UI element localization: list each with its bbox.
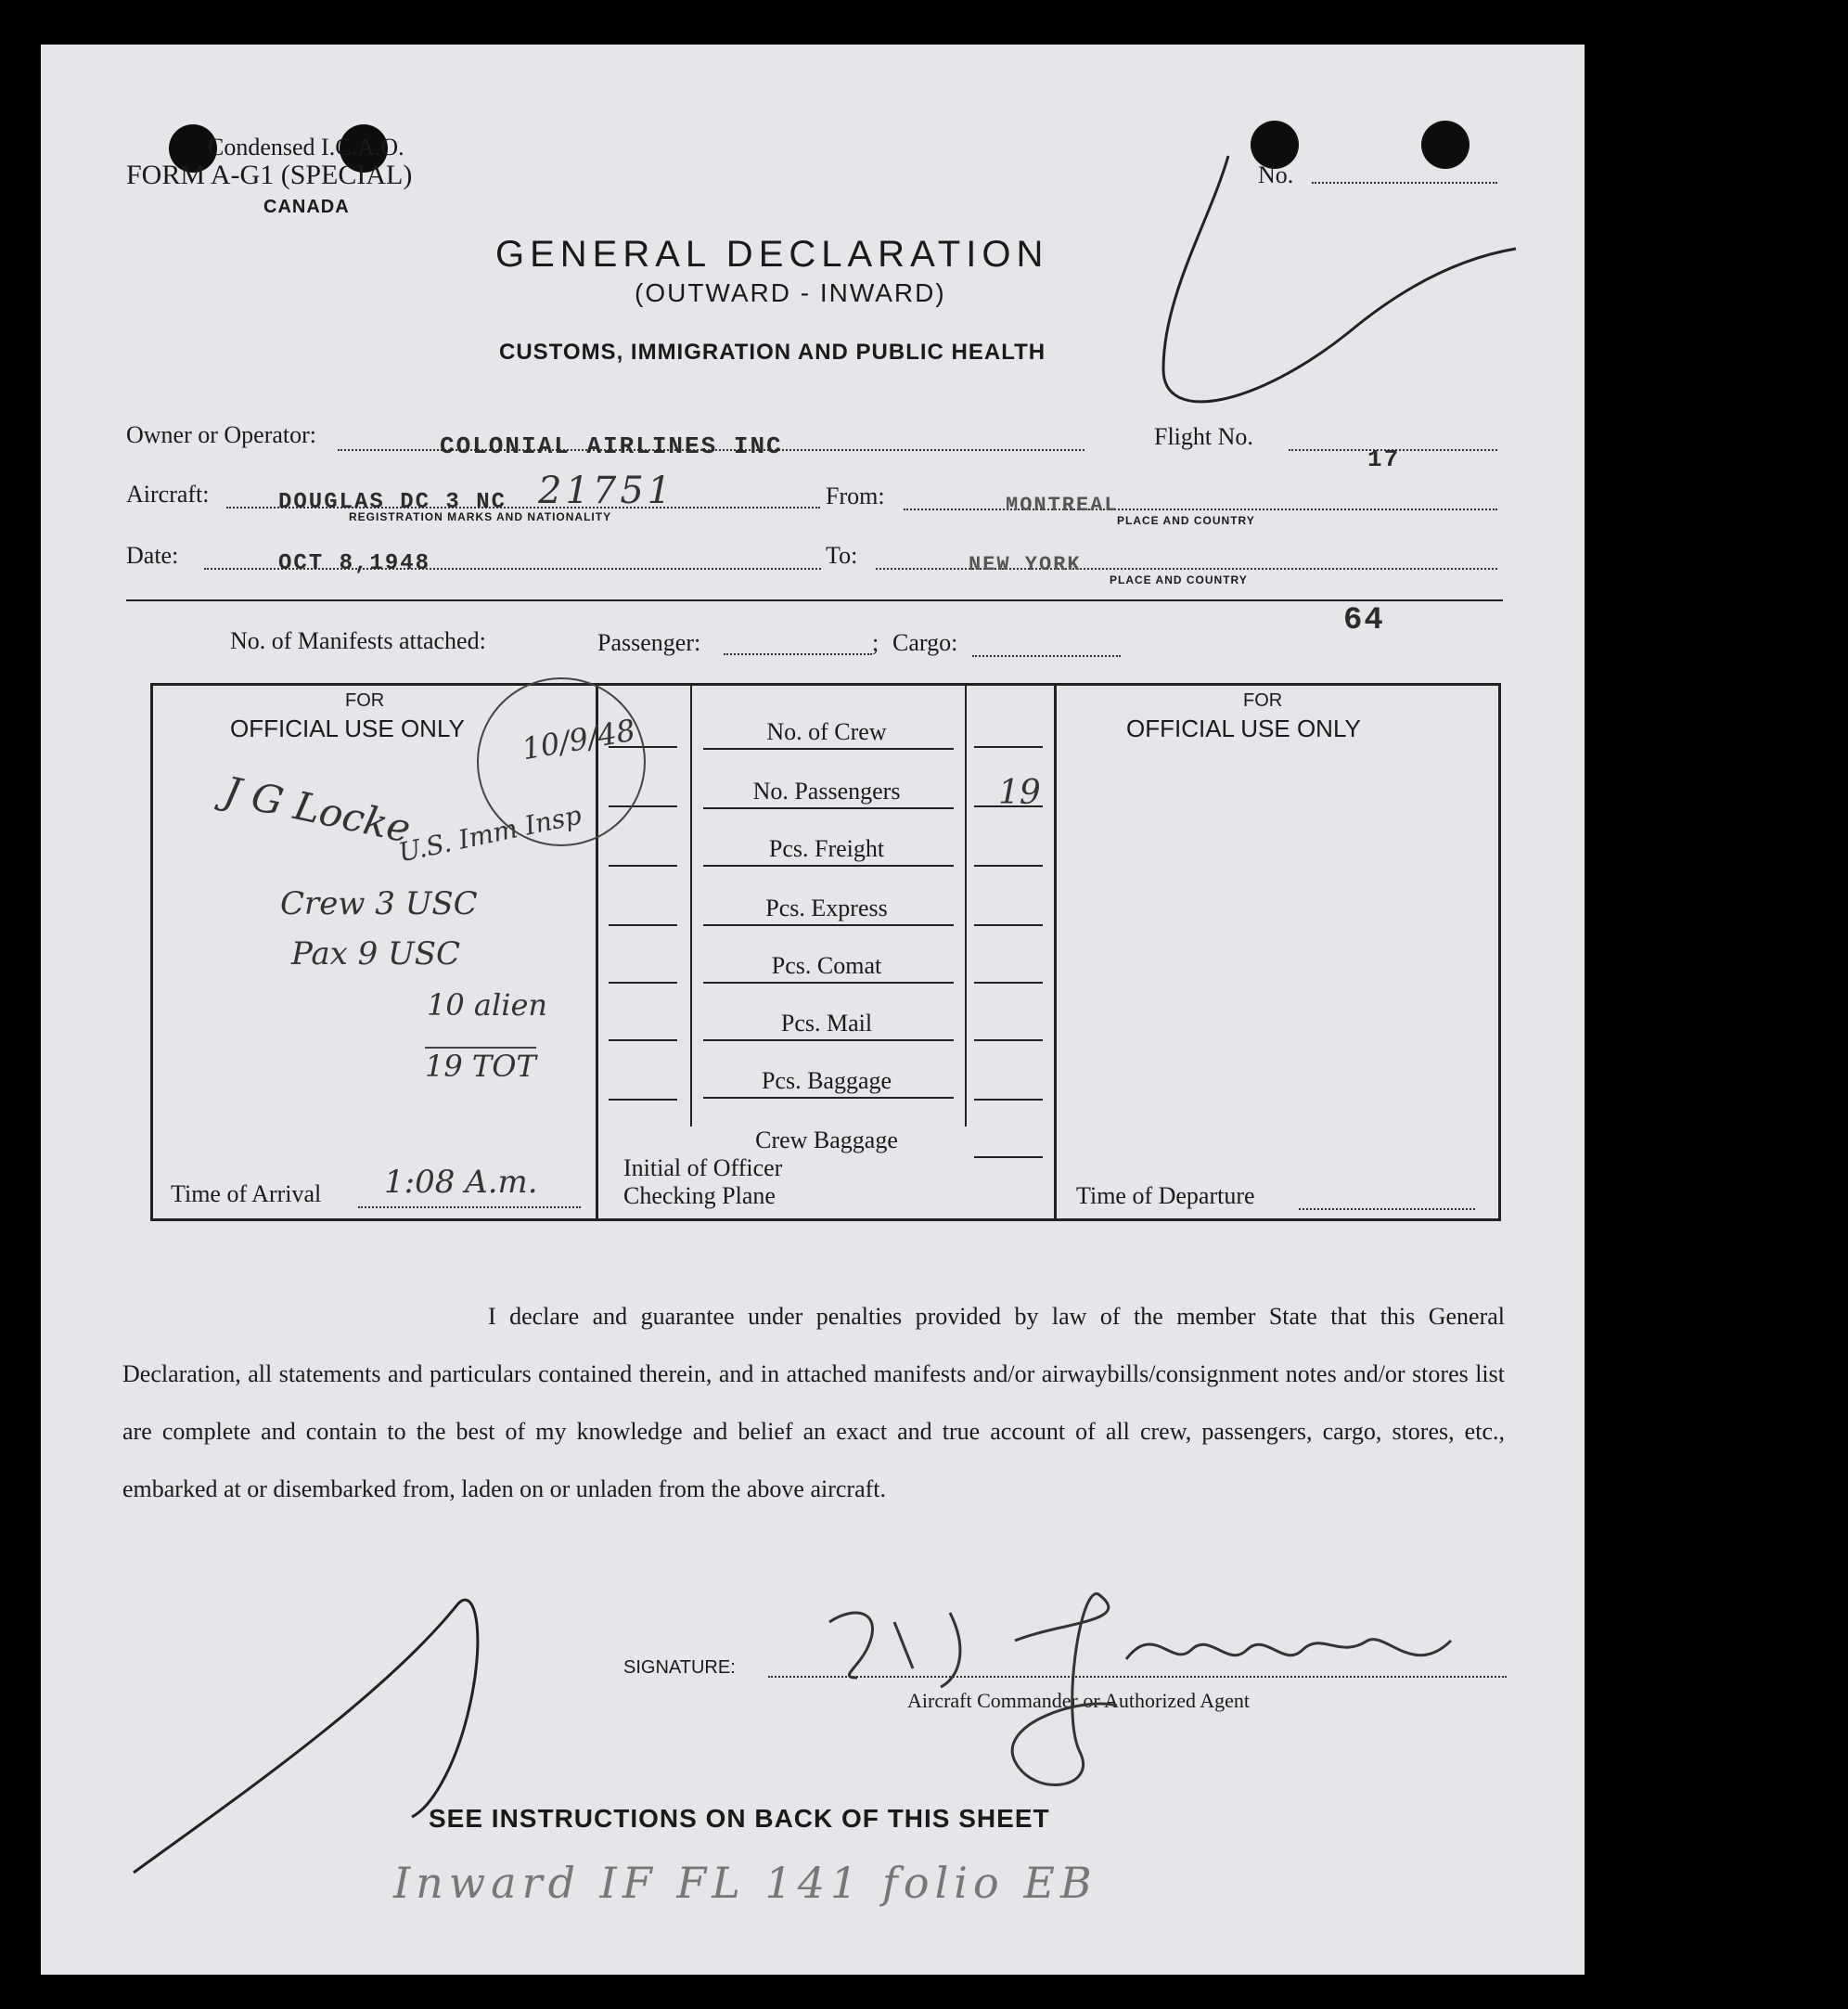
value-dash — [609, 924, 677, 926]
flight-label: Flight No. — [1154, 423, 1253, 450]
row-rule — [703, 865, 954, 867]
footer-handwritten: Inward IF FL 141 folio EB — [393, 1858, 1097, 1908]
value-dash — [974, 746, 1043, 748]
instructions-note: SEE INSTRUCTIONS ON BACK OF THIS SHEET — [429, 1804, 1050, 1833]
value-dash — [974, 865, 1043, 867]
form-line-1: Condensed I.C.A.O. — [208, 134, 404, 161]
owner-value: COLONIAL AIRLINES INC — [440, 432, 783, 460]
note-crew: Crew 3 USC — [280, 885, 478, 922]
page-title: GENERAL DECLARATION — [495, 234, 1049, 275]
declaration-text: I declare and guarantee under penalties provided by law of the member State that this General Declaration, all statements and particulars contained therein, and in attached manifests and/or airwaybills/consignment notes and/or stores list are complete and contain to the best of my knowledge and belief an exact and true account of all crew, passengers, cargo, stores, etc., embarked at or disembarked from, laden on or unladen from the above aircraft. — [122, 1303, 1505, 1502]
row-comat: Pcs. Comat — [771, 952, 882, 979]
form-country: CANADA — [263, 197, 350, 217]
officer-name: J G Locke — [220, 767, 415, 852]
table-divider-2 — [690, 683, 692, 1127]
left-official: OFFICIAL USE ONLY — [230, 715, 465, 742]
header-rule — [126, 599, 1503, 601]
aircraft-value: DOUGLAS DC 3 NC — [278, 490, 507, 515]
from-value: MONTREAL — [1006, 494, 1119, 517]
row-crew: No. of Crew — [766, 718, 887, 745]
passenger-line — [724, 653, 872, 655]
cargo-line — [972, 655, 1121, 657]
passenger-count: 19 — [998, 774, 1041, 812]
right-official: OFFICIAL USE ONLY — [1126, 715, 1361, 742]
stamp-date: 10/9/48 — [519, 712, 638, 767]
passenger-label: Passenger: — [597, 629, 701, 656]
note-pax: Pax 9 USC — [291, 935, 461, 972]
semicolon: ; — [872, 629, 879, 656]
aircraft-handwritten: 21751 — [538, 470, 675, 512]
value-dash — [974, 1156, 1043, 1158]
to-value: NEW YORK — [969, 553, 1082, 576]
initial-label-1: Initial of Officer — [623, 1154, 783, 1181]
time-departure-label: Time of Departure — [1076, 1182, 1255, 1209]
row-express: Pcs. Express — [765, 895, 888, 921]
page-subtitle-2: CUSTOMS, IMMIGRATION AND PUBLIC HEALTH — [499, 340, 1046, 365]
value-dash — [974, 1099, 1043, 1101]
value-dash — [974, 924, 1043, 926]
row-mail: Pcs. Mail — [780, 1010, 873, 1037]
margin-scribble — [124, 1585, 514, 1882]
row-rule — [703, 807, 954, 809]
row-rule — [703, 748, 954, 750]
value-dash — [609, 1099, 677, 1101]
flight-value: 17 — [1367, 445, 1401, 473]
time-arrival-label: Time of Arrival — [171, 1180, 322, 1207]
table-divider-3 — [965, 683, 967, 1127]
form-line-2: FORM A-G1 (SPECIAL) — [126, 160, 413, 190]
left-for: FOR — [345, 690, 385, 711]
note-alien: 10 alien — [427, 987, 547, 1023]
ref-number: 64 — [1343, 603, 1385, 638]
page-subtitle: (OUTWARD - INWARD) — [635, 278, 946, 307]
row-rule — [703, 982, 954, 984]
row-baggage: Pcs. Baggage — [761, 1067, 892, 1094]
date-label: Date: — [126, 542, 179, 569]
time-departure-line — [1299, 1208, 1475, 1210]
row-crew-baggage: Crew Baggage — [755, 1127, 898, 1153]
declaration-sheet — [41, 45, 1585, 1975]
signature-caption: Aircraft Commander or Authorized Agent — [907, 1689, 1251, 1712]
aircraft-label: Aircraft: — [126, 481, 210, 508]
right-for: FOR — [1243, 690, 1283, 711]
inspection-stamp — [477, 677, 646, 846]
value-dash — [974, 982, 1043, 984]
manifests-label: No. of Manifests attached: — [230, 627, 486, 654]
aircraft-caption: REGISTRATION MARKS AND NATIONALITY — [349, 510, 612, 523]
row-freight: Pcs. Freight — [768, 835, 885, 862]
cargo-label: Cargo: — [892, 629, 958, 656]
signature-label: SIGNATURE: — [623, 1657, 736, 1678]
note-total: 19 TOT — [425, 1049, 536, 1084]
row-passengers: No. Passengers — [752, 778, 901, 805]
owner-label: Owner or Operator: — [126, 421, 317, 448]
row-rule — [703, 924, 954, 926]
to-caption: PLACE AND COUNTRY — [1110, 573, 1248, 586]
value-dash — [609, 982, 677, 984]
row-rule — [703, 1039, 954, 1041]
from-caption: PLACE AND COUNTRY — [1117, 514, 1255, 527]
date-value: OCT 8,1948 — [278, 551, 431, 576]
form-no-label: No. — [1258, 161, 1294, 188]
time-arrival-value: 1:08 A.m. — [384, 1164, 538, 1201]
officer-title: U.S. Imm Insp — [395, 799, 584, 869]
value-dash — [609, 865, 677, 867]
time-arrival-line — [358, 1206, 581, 1208]
from-line — [904, 509, 1497, 510]
value-dash — [974, 1039, 1043, 1041]
value-dash — [609, 1039, 677, 1041]
signature-scribble — [802, 1566, 1507, 1835]
initial-label-2: Checking Plane — [623, 1182, 776, 1209]
table-divider-4 — [1054, 683, 1057, 1218]
from-label: From: — [826, 483, 885, 509]
row-rule — [703, 1097, 954, 1099]
check-scribble — [1108, 147, 1534, 434]
to-label: To: — [826, 542, 858, 569]
